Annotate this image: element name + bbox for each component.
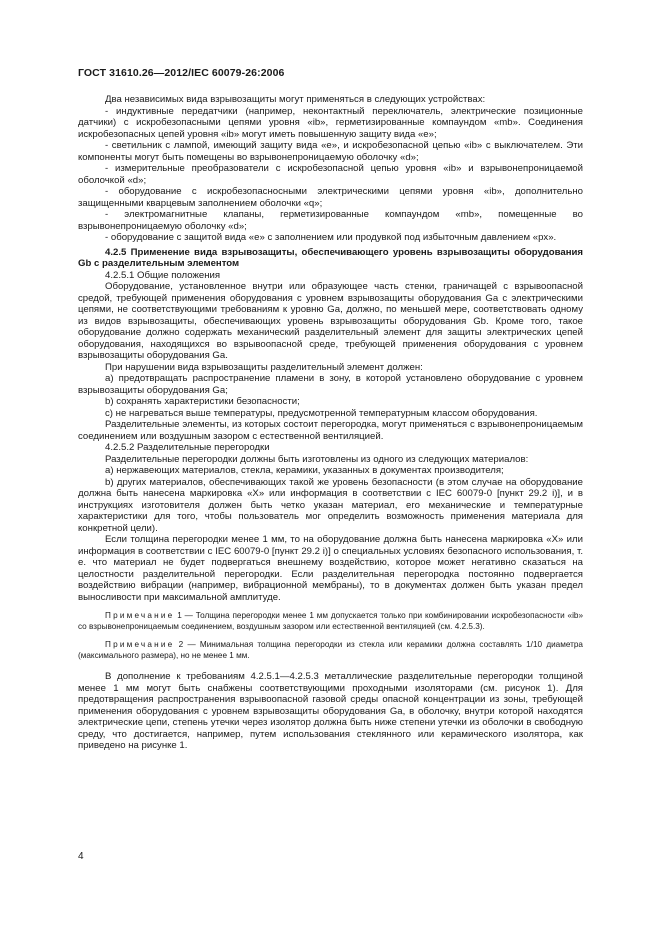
note-1 xyxy=(78,611,583,632)
paragraph: Оборудование, установленное внутри или образующее часть стенки, граничащей с взрывоопасной средой, требующей применения оборудования с уровнем взрывозащиты оборудования Ga с электрическими цепями, не соответствующими требованиям к уровню Ga, должно, по меньшей мере, соответствовать одному из видов взрывозащиты, обеспечивающих уровень взрывозащиты оборудования Gb. Кроме того, такое оборудование должно содержать механический разделительный элемент для защиты электрических цепей оборудования, находящихся во взрывоопасной среде, требующей применения оборудования с уровнем взрывозащиты оборудования Ga. xyxy=(78,281,583,361)
list-item: - измерительные преобразователи с искробезопасной цепью уровня «ib» и взрывонепроницаемой оболочкой «d»; xyxy=(78,163,583,186)
list-item: a) нержавеющих материалов, стекла, керамики, указанных в документах производителя; xyxy=(105,465,504,476)
list-item: - оборудование с искробезопасносными электрическими цепями уровня «ib», дополнительно защищенными кварцевым заполнением оболочки «q»; xyxy=(78,186,583,209)
paragraph: Если толщина перегородки менее 1 мм, то на оборудование должна быть нанесена маркировка «X» или информация в соответствии с IEC 60079-0 [пункт 29.2 i)] о специальных условиях безопасного использования, т. е. что материал не будет подвергаться внешнему воздействию, которое может негативно сказаться на целостности разделительной перегородки. Если разделительная перегородка постоянно подвергается воздействию вибрации (например, вибрационной мембраны), то в документах должен быть указан предел выносливости при максимальной амплитуде. xyxy=(78,534,583,603)
note-2 xyxy=(78,640,583,661)
spacer xyxy=(78,661,583,671)
intro-paragraph: Два независимых вида взрывозащиты могут применяться в следующих устройствах: xyxy=(105,94,486,105)
section-heading: 4.2.5 Применение вида взрывозащиты, обеспечивающего уровень взрывозащиты оборудования Gb с разделительным элементом xyxy=(78,246,583,269)
subsection-title: 4.2.5.2 Разделительные перегородки xyxy=(105,442,270,453)
list-item: - электромагнитные клапаны, герметизированные компаундом «mb», помещенные во взрывонепроницаемую оболочку «d»; xyxy=(78,209,583,232)
list-item: b) сохранять характеристики безопасности; xyxy=(105,396,300,407)
list-item: b) других материалов, обеспечивающих такой же уровень безопасности (в этом случае на оборудование должна быть нанесена маркировка «X» или информация в соответствии с IEC 60079-0 [пункт 29.2 i)], и в инструкциях изготовителя должен быть четко указан материал, его механические и температурные характеристики для того, чтобы пользователь мог определить возможность применения материала для конкретной цели). xyxy=(78,476,583,534)
list-item: - светильник с лампой, имеющий защиту вида «е», и искробезопасной цепью «ib» с выключателем. Эти компоненты могут быть помещены во взрывонепроницаемую оболочку «d»; xyxy=(78,140,583,163)
subsection-title: 4.2.5.1 Общие положения xyxy=(105,269,221,281)
note-label: Примечание xyxy=(105,640,175,650)
list-item: c) не нагреваться выше температуры, предусмотренной температурным классом оборудования. xyxy=(105,407,538,419)
paragraph: Разделительные элементы, из которых состоит перегородка, могут применяться с взрывонепроницаемым соединением или воздушным зазором с естественной вентиляцией. xyxy=(78,419,583,442)
note-label: Примечание xyxy=(105,611,175,620)
list-item: - оборудование с защитой вида «е» с заполнением или продувкой под избыточным давлением «px». xyxy=(105,232,557,243)
paragraph: Разделительные перегородки должны быть изготовлены из одного из следующих материалов: xyxy=(105,453,529,465)
list-item: a) предотвращать распространение пламени в зону, в которой установлено оборудование с уровнем взрывозащиты оборудования Ga; xyxy=(78,373,583,396)
paragraph: При нарушении вида взрывозащиты разделительный элемент должен: xyxy=(105,361,423,373)
page-number: 4 xyxy=(78,851,84,862)
paragraph: В дополнение к требованиям 4.2.5.1—4.2.5.3 металлические разделительные перегородки толщиной менее 1 мм могут быть снабжены соответствующими проходными изоляторами (см. рисунок 1). Для предотвращения распространения взрывоопасной газовой среды опасной концентрации из зоны, требующей применения оборудования с уровнем взрывозащиты оборудования Ga, в оболочку, внутри которой находятся электрические цепи, степень утечки через изолятор должна быть ниже степени утечки из оболочки в свободную среду, что достигается, например, путем использования стеклянного или керамического изолятора, как приведено на рисунке 1. xyxy=(78,671,583,752)
page-header: ГОСТ 31610.26—2012/IEC 60079-26:2006 xyxy=(78,67,285,79)
note-text: 1 — Толщина перегородки менее 1 мм допускается только при комбинировании искробезопасности «ib» со взрывонепроницаемым соединением, воздушным зазором или естественной вентиляцией (см. 4.2.5.3). xyxy=(78,611,583,631)
note-text: 2 — Минимальная толщина перегородки из стекла или керамики должна составлять 1/10 диаметра (максимального размера), но не менее 1 мм. xyxy=(78,640,583,660)
document-body xyxy=(78,94,583,752)
list-item: - индуктивные передатчики (например, неконтактный переключатель, электрические позиционные датчики) с искробезопасными цепями уровня «ib», герметизированные компаундом «mb». Соединения искробезопасных цепей уровня «ib» могут иметь повышенную защиту вида «е»; xyxy=(78,105,583,140)
